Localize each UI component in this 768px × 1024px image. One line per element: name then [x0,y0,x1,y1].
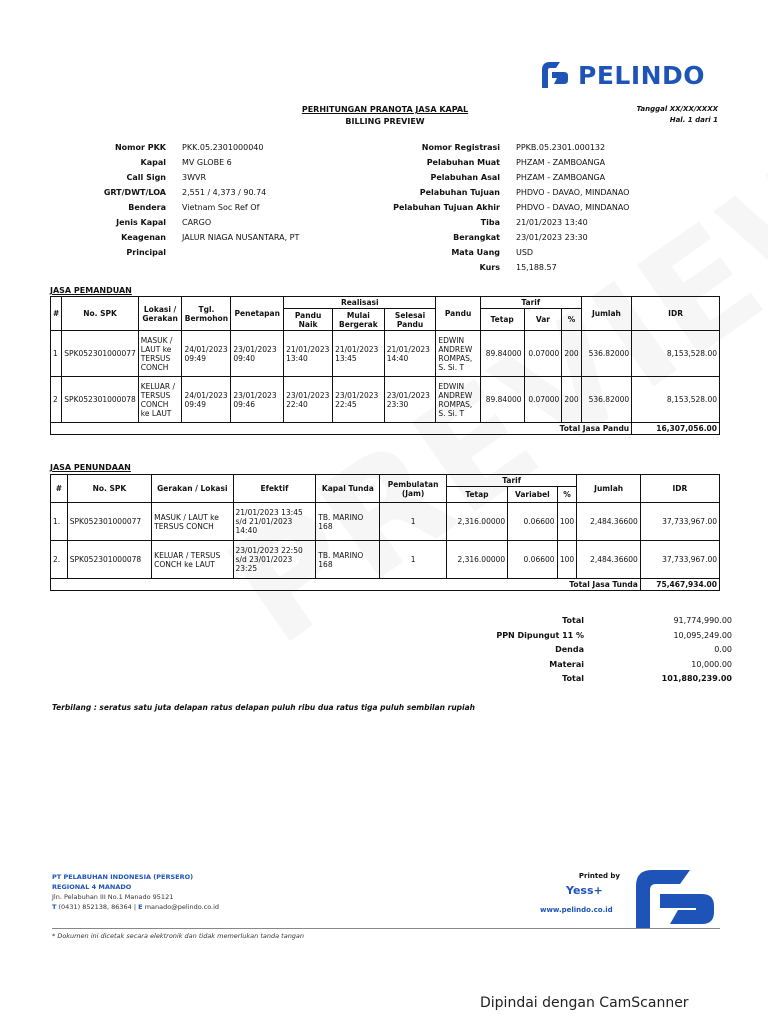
cell-no: 2 [51,377,62,423]
info-label: Pelabuhan Tujuan [419,188,500,197]
cell-gerakan: MASUK / LAUT ke TERSUS CONCH [152,503,233,541]
footer-email: manado@pelindo.co.id [144,903,220,911]
total-row [51,579,720,591]
footer-website: www.pelindo.co.id [540,906,613,914]
col-pembulatan: Pembulatan (Jam) [380,475,446,503]
cell-pandu-naik: 21/01/2023 13:40 [284,331,333,377]
footer-company-name: PT PELABUHAN INDONESIA (PERSERO) [52,873,194,881]
info-label: Keagenan [121,233,166,242]
footer-address: Jln. Pelabuhan III No.1 Manado 95121 [52,893,174,901]
cell-tetap: 2,316.00000 [446,503,507,541]
cell-jumlah: 2,484.36600 [577,503,640,541]
col-no: # [51,475,68,503]
cell-idr: 37,733,967.00 [640,541,719,579]
cell-tgl: 24/01/2023 09:49 [182,377,231,423]
col-pandu-naik: Pandu Naik [284,309,333,331]
penundaan-title: JASA PENUNDAAN [50,463,131,472]
cell-var: 0.07000 [524,377,562,423]
info-row [60,245,299,260]
cell-var: 0.07000 [524,331,562,377]
table-row [51,541,720,579]
info-value: PHDVO - DAVAO, MINDANAO [516,203,630,212]
cell-mulai: 23/01/2023 22:45 [333,377,385,423]
cell-jumlah: 2,484.36600 [577,541,640,579]
title-sub: BILLING PREVIEW [345,117,425,126]
col-tetap: Tetap [446,487,507,503]
cell-pct: 200 [562,331,581,377]
col-realisasi: Realisasi [284,297,436,309]
info-value: 3WVR [182,173,207,182]
footer-divider [52,928,720,929]
table-row [51,331,720,377]
cell-tetap: 89.84000 [480,377,524,423]
col-gerakan: Gerakan / Lokasi [152,475,233,503]
info-row [330,200,629,215]
info-row [330,230,629,245]
summary-value: 10,000.00 [691,659,732,669]
penundaan-table [50,474,720,591]
info-label: Mata Uang [451,248,500,257]
info-label: Pelabuhan Tujuan Akhir [393,203,500,212]
cell-tetap: 89.84000 [480,331,524,377]
col-mulai: Mulai Bergerak [333,309,385,331]
cell-jumlah: 536.82000 [581,377,632,423]
cell-jumlah: 536.82000 [581,331,632,377]
total-tunda-label: Total Jasa Tunda [51,579,641,591]
col-spk: No. SPK [67,475,151,503]
cell-no: 2. [51,541,68,579]
info-row [330,155,629,170]
info-value: 21/01/2023 13:40 [516,218,588,227]
cell-pandu: EDWIN ANDREW ROMPAS, S. Si. T [436,331,480,377]
summary-label: Total [562,674,584,683]
cell-selesai: 23/01/2023 23:30 [384,377,436,423]
col-pct: % [562,309,581,331]
total-pandu-value: 16,307,056.00 [632,423,720,435]
col-efektif: Efektif [233,475,316,503]
cell-pct: 100 [557,503,577,541]
info-value: 23/01/2023 23:30 [516,233,588,242]
cell-no: 1. [51,503,68,541]
cell-efektif: 21/01/2023 13:45 s/d 21/01/2023 14:40 [233,503,316,541]
col-kapal: Kapal Tunda [316,475,380,503]
cell-spk: SPK052301000078 [62,377,138,423]
table-row [51,377,720,423]
col-tgl: Tgl. Bermohon [182,297,231,331]
info-label: Nomor PKK [114,143,166,152]
cell-penetapan: 23/01/2023 09:46 [231,377,284,423]
cell-idr: 8,153,528.00 [632,331,720,377]
title-main: PERHITUNGAN PRANOTA JASA KAPAL [301,105,469,114]
printer-logo: Yess+ [566,884,603,897]
table-header-row [51,475,720,487]
cell-pembulatan: 1 [380,503,446,541]
info-value: PPKB.05.2301.000132 [516,143,606,152]
info-value: PHDVO - DAVAO, MINDANAO [516,188,630,197]
footer-company [52,872,219,912]
footer-region: REGIONAL 4 MANADO [52,883,132,891]
info-row [60,200,299,215]
col-lokasi: Lokasi / Gerakan [138,297,182,331]
cell-variabel: 0.06600 [508,541,557,579]
summary-label: Denda [555,645,584,654]
info-value: 2,551 / 4,373 / 90.74 [182,188,267,197]
cell-pct: 100 [557,541,577,579]
summary-value: 91,774,990.00 [673,616,732,625]
col-tarif: Tarif [446,475,577,487]
info-value: PHZAM - ZAMBOANGA [516,173,606,182]
cell-idr: 37,733,967.00 [640,503,719,541]
summary-label: PPN Dipungut 11 % [496,630,584,640]
footer-note: * Dokumen ini dicetak secara elektronik dan tidak memerlukan tanda tangan [52,932,305,940]
summary-row [420,629,732,644]
col-pandu: Pandu [436,297,480,331]
info-row [330,215,629,230]
info-row [330,245,629,260]
info-row [60,230,299,245]
vessel-info [60,140,299,260]
info-row [330,185,629,200]
info-label: GRT/DWT/LOA [103,188,166,197]
footer-tel: (0431) 852138, 86364 | [58,903,137,911]
cell-efektif: 23/01/2023 22:50 s/d 23/01/2023 23:25 [233,541,316,579]
scanner-watermark: Dipindai dengan CamScanner [480,995,689,1011]
cell-pandu: EDWIN ANDREW ROMPAS, S. Si. T [436,377,480,423]
info-row [60,140,299,155]
info-row [330,260,629,275]
col-var: Var [524,309,562,331]
cell-lokasi: MASUK / LAUT ke TERSUS CONCH [138,331,182,377]
col-no: # [51,297,62,331]
info-value: PHZAM - ZAMBOANGA [516,158,606,167]
info-label: Tiba [480,218,500,227]
info-value: USD [516,248,534,257]
document-meta [636,104,718,126]
col-jumlah: Jumlah [577,475,640,503]
cell-penetapan: 23/01/2023 09:40 [231,331,284,377]
info-row [60,170,299,185]
table-row [51,503,720,541]
cell-spk: SPK052301000077 [62,331,138,377]
cell-selesai: 21/01/2023 14:40 [384,331,436,377]
info-value: CARGO [182,218,212,227]
cell-mulai: 21/01/2023 13:45 [333,331,385,377]
info-row [330,140,629,155]
info-value: Vietnam Soc Ref Of [182,203,260,212]
info-value: PKK.05.2301000040 [182,143,264,152]
info-row [60,215,299,230]
summary-value: 101,880,239.00 [661,674,732,683]
col-selesai: Selesai Pandu [384,309,436,331]
col-penetapan: Penetapan [231,297,284,331]
printed-by: Printed by [578,872,620,880]
info-label: Nomor Registrasi [421,143,500,152]
info-label: Pelabuhan Asal [430,173,500,182]
info-value: JALUR NIAGA NUSANTARA, PT [182,233,300,242]
total-tunda-value: 75,467,934.00 [640,579,719,591]
cell-kapal: TB. MARINO 168 [316,541,380,579]
info-label: Kapal [140,158,166,167]
info-value: 15,188.57 [516,263,557,272]
summary-value: 0.00 [714,645,732,654]
info-label: Pelabuhan Muat [426,158,500,167]
tel-prefix: T [52,903,57,911]
voyage-info [330,140,629,275]
cell-no: 1 [51,331,62,377]
cell-lokasi: KELUAR / TERSUS CONCH ke LAUT [138,377,182,423]
col-tarif: Tarif [480,297,581,309]
document-title [250,104,520,128]
pelindo-footer-logo-icon [630,864,720,932]
terbilang: Terbilang : seratus satu juta delapan ratus delapan puluh ribu dua ratus tiga puluh sembilan rupiah [52,703,475,712]
document-date: Tanggal XX/XX/XXXX [636,105,718,113]
email-prefix: E [138,903,143,911]
info-value [166,245,182,260]
info-label: Principal [126,248,166,257]
summary-row [420,672,732,687]
pelindo-logo-icon [538,58,572,92]
info-label: Call Sign [126,173,166,182]
cell-tetap: 2,316.00000 [446,541,507,579]
cell-tgl: 24/01/2023 09:49 [182,331,231,377]
info-row [330,170,629,185]
cell-pct: 200 [562,377,581,423]
info-label: Bendera [128,203,166,212]
summary [420,614,732,687]
col-pct: % [557,487,577,503]
total-row [51,423,720,435]
col-tetap: Tetap [480,309,524,331]
pemanduan-table [50,296,720,435]
cell-spk: SPK052301000077 [67,503,151,541]
total-pandu-label: Total Jasa Pandu [51,423,632,435]
col-idr: IDR [632,297,720,331]
cell-gerakan: KELUAR / TERSUS CONCH ke LAUT [152,541,233,579]
col-idr: IDR [640,475,719,503]
info-row [60,155,299,170]
cell-pembulatan: 1 [380,541,446,579]
summary-label: Materai [549,659,584,669]
col-spk: No. SPK [62,297,138,331]
cell-spk: SPK052301000078 [67,541,151,579]
summary-row [420,614,732,629]
summary-label: Total [562,616,584,625]
pelindo-logo [538,58,705,92]
pemanduan-title: JASA PEMANDUAN [50,286,132,295]
summary-value: 10,095,249.00 [673,630,732,640]
document-page: Hal. 1 dari 1 [669,116,718,124]
table-header-row [51,297,720,309]
info-label: Jenis Kapal [116,218,166,227]
col-variabel: Variabel [508,487,557,503]
info-label: Kurs [479,263,500,272]
info-label: Berangkat [453,233,500,242]
info-row [60,185,299,200]
footer-contact [52,902,219,912]
cell-idr: 8,153,528.00 [632,377,720,423]
summary-row [420,658,732,673]
cell-kapal: TB. MARINO 168 [316,503,380,541]
cell-pandu-naik: 23/01/2023 22:40 [284,377,333,423]
info-value: MV GLOBE 6 [182,158,232,167]
summary-row [420,643,732,658]
col-jumlah: Jumlah [581,297,632,331]
cell-variabel: 0.06600 [508,503,557,541]
brand-name: PELINDO [578,60,706,90]
